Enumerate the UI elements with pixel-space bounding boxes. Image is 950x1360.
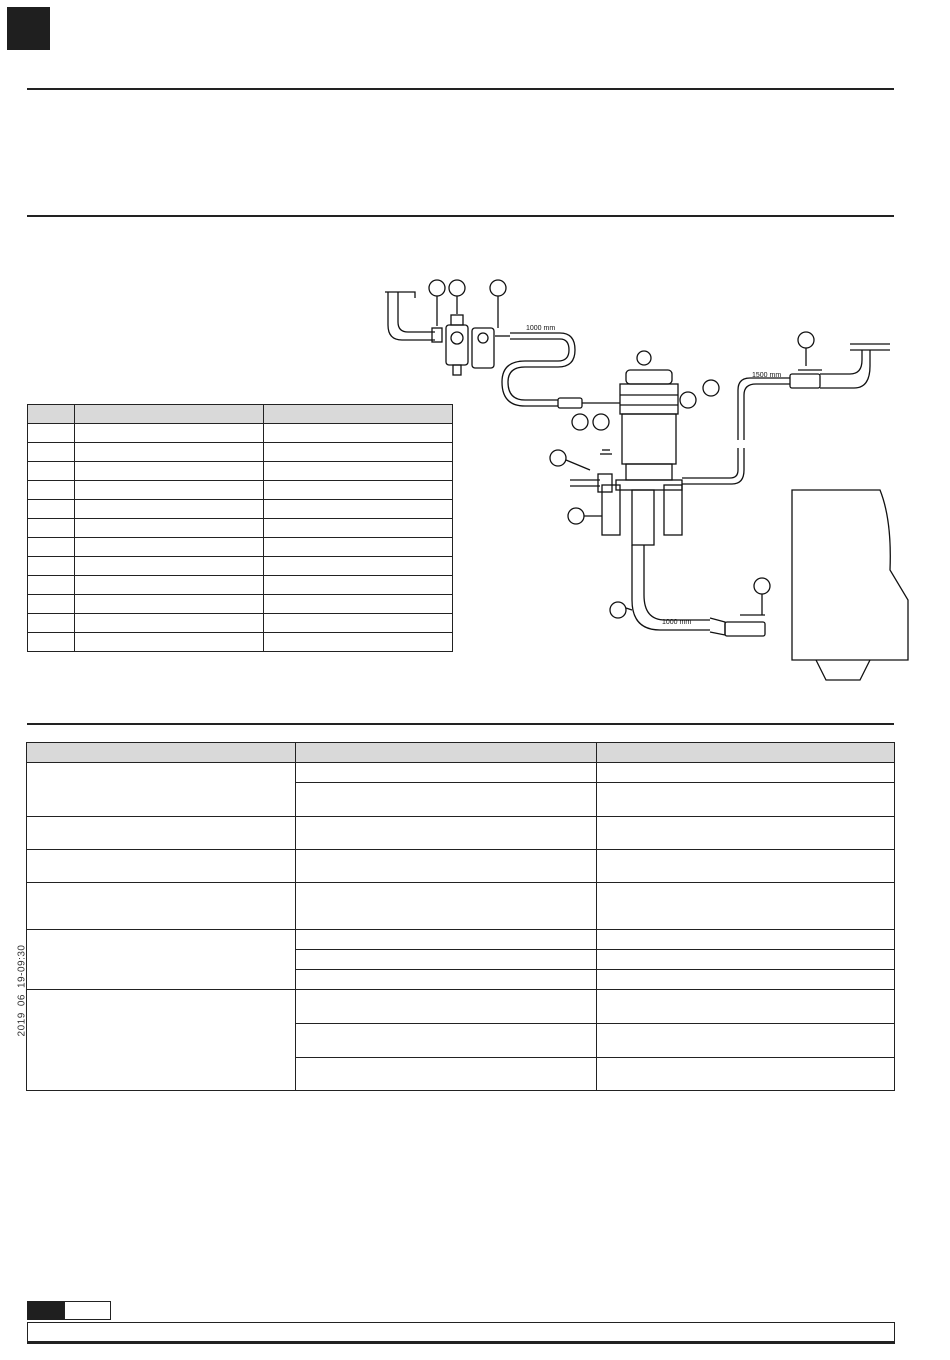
table-cell xyxy=(75,576,264,595)
table-cell xyxy=(75,519,264,538)
remedy-cell xyxy=(597,883,895,930)
table-cell xyxy=(75,633,264,652)
section-tab-marker xyxy=(7,7,50,50)
remedy-cell xyxy=(597,1058,895,1091)
remedy-cell xyxy=(597,783,895,817)
remedy-cell xyxy=(597,1024,895,1058)
problem-cell xyxy=(27,930,296,990)
footer-tab-marker xyxy=(27,1301,64,1320)
remedy-cell xyxy=(597,817,895,850)
cause-cell xyxy=(296,950,597,970)
table-row xyxy=(27,850,895,883)
remedy-cell xyxy=(597,930,895,950)
table-cell xyxy=(28,443,75,462)
table-row xyxy=(27,930,895,950)
cause-cell xyxy=(296,817,597,850)
cause-cell xyxy=(296,990,597,1024)
table-row xyxy=(27,817,895,850)
table-row xyxy=(27,763,895,783)
dimension-label-2: 1500 mm xyxy=(752,372,782,379)
installation-diagram xyxy=(380,270,910,690)
table-cell xyxy=(28,500,75,519)
table-cell xyxy=(75,614,264,633)
table-cell xyxy=(75,557,264,576)
table-cell xyxy=(75,500,264,519)
header-cell xyxy=(296,743,597,763)
print-date-stamp: 2019_06_19-09:30 xyxy=(16,944,28,1037)
table-cell xyxy=(75,462,264,481)
table-cell xyxy=(75,538,264,557)
table-cell xyxy=(28,557,75,576)
table-header-row xyxy=(27,743,895,763)
cause-cell xyxy=(296,1058,597,1091)
dimension-label-1: 1000 mm xyxy=(526,325,556,332)
table-cell xyxy=(28,595,75,614)
table-row xyxy=(27,883,895,930)
header-cell xyxy=(27,743,296,763)
table-cell xyxy=(75,424,264,443)
section-divider-1 xyxy=(27,88,894,90)
table-cell xyxy=(28,576,75,595)
table-cell xyxy=(75,443,264,462)
problem-cell xyxy=(27,850,296,883)
problem-cell xyxy=(27,817,296,850)
remedy-cell xyxy=(597,850,895,883)
table-cell xyxy=(75,595,264,614)
remedy-cell xyxy=(597,990,895,1024)
section-divider-2 xyxy=(27,215,894,217)
header-cell xyxy=(597,743,895,763)
footer-bar xyxy=(27,1322,895,1344)
table-cell xyxy=(28,481,75,500)
table-cell xyxy=(28,633,75,652)
table-cell xyxy=(28,538,75,557)
table-cell xyxy=(28,519,75,538)
header-cell xyxy=(75,405,264,424)
header-cell xyxy=(28,405,75,424)
cause-cell xyxy=(296,783,597,817)
remedy-cell xyxy=(597,950,895,970)
table-cell xyxy=(75,481,264,500)
table-row xyxy=(27,990,895,1024)
cause-cell xyxy=(296,763,597,783)
problem-cell xyxy=(27,990,296,1091)
problem-cell xyxy=(27,883,296,930)
table-cell xyxy=(28,424,75,443)
table-cell xyxy=(28,462,75,481)
cause-cell xyxy=(296,883,597,930)
remedy-cell xyxy=(597,763,895,783)
cause-cell xyxy=(296,850,597,883)
page-number-box xyxy=(64,1301,111,1320)
remedy-cell xyxy=(597,970,895,990)
troubleshooting-table xyxy=(26,742,895,1091)
section-divider-3 xyxy=(27,723,894,725)
cause-cell xyxy=(296,970,597,990)
table-cell xyxy=(28,614,75,633)
dimension-label-3: 1000 mm xyxy=(662,619,692,626)
problem-cell xyxy=(27,763,296,817)
cause-cell xyxy=(296,1024,597,1058)
cause-cell xyxy=(296,930,597,950)
